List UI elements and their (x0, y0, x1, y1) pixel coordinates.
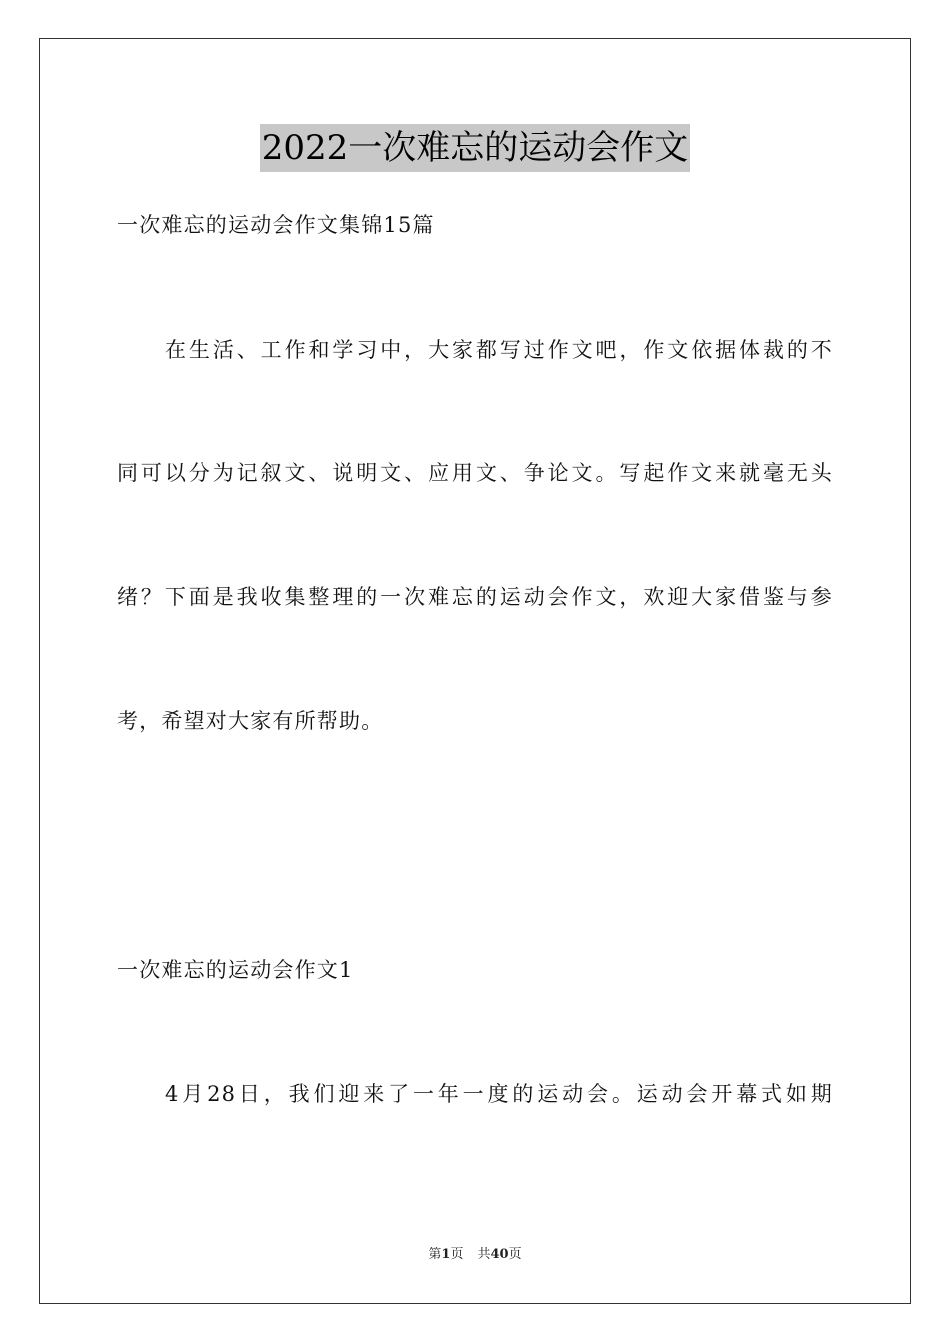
footer-total-pages: 40 (490, 1247, 509, 1262)
document-subtitle[interactable]: 一次难忘的运动会作文集锦15篇 (117, 213, 435, 237)
footer-total-prefix: 共 (477, 1247, 491, 1262)
page-footer (0, 1246, 950, 1264)
section-paragraph-line-1[interactable]: 4月28日，我们迎来了一年一度的运动会。运动会开幕式如期 (165, 1082, 833, 1106)
footer-page-prefix: 第 (428, 1247, 442, 1262)
intro-line-4[interactable]: 考，希望对大家有所帮助。 (117, 709, 384, 733)
footer-page-number: 1 (441, 1247, 451, 1262)
intro-line-1[interactable]: 在生活、工作和学习中，大家都写过作文吧，作文依据体裁的不 (165, 338, 833, 362)
intro-line-3[interactable]: 绪？下面是我收集整理的一次难忘的运动会作文，欢迎大家借鉴与参 (117, 585, 833, 609)
footer-page-suffix: 页 (450, 1247, 464, 1262)
intro-line-2[interactable]: 同可以分为记叙文、说明文、应用文、争论文。写起作文来就毫无头 (117, 461, 833, 485)
document-title[interactable]: 2022一次难忘的运动会作文 (260, 124, 691, 172)
section-heading[interactable]: 一次难忘的运动会作文1 (117, 958, 354, 982)
title-container (0, 124, 950, 172)
footer-total-suffix: 页 (508, 1247, 522, 1262)
